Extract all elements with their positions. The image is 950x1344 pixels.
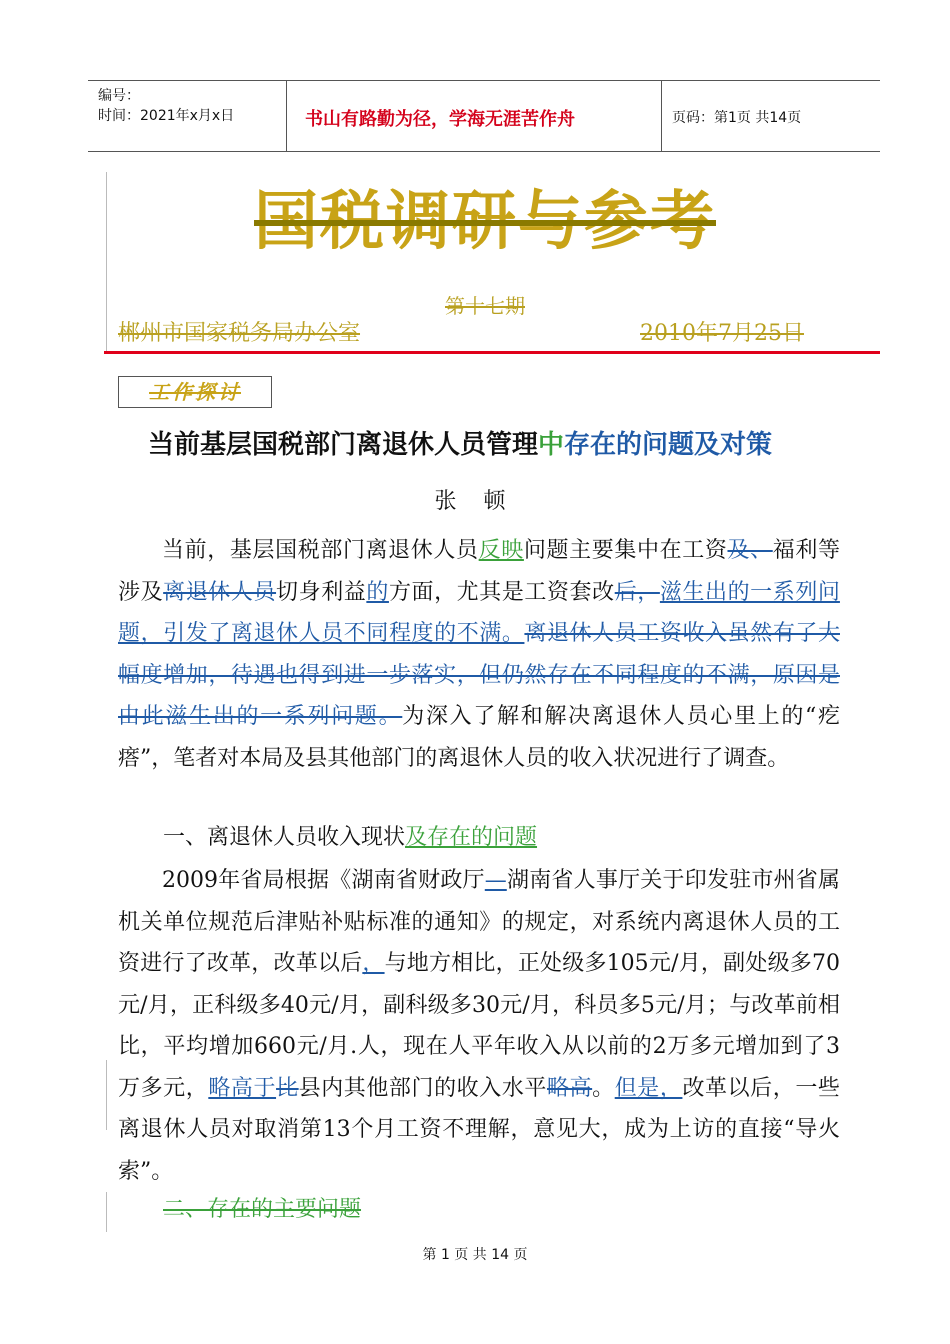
inserted-text: 及存在的问题	[405, 825, 538, 850]
section-tag: 工作探讨	[118, 376, 272, 408]
text: 为深入了解和解决离退休人员心里上的“疙瘩”，笔者对本局及县其他部门的离退休人员的收入状况进行了调查。	[118, 704, 840, 771]
inserted-text: ，	[362, 951, 385, 976]
margin-mark	[106, 172, 107, 352]
deleted-text: 离退休人员	[163, 579, 277, 605]
text: 切身利益	[276, 579, 367, 605]
text: 一、离退休人员收入现状	[163, 825, 406, 850]
inserted-text: 略高于	[208, 1075, 277, 1101]
title-part: 当前基层国税部门离退休人员管理	[148, 430, 539, 460]
section-heading-2	[163, 1192, 361, 1223]
deleted-text: 后，	[614, 579, 660, 605]
header-table	[88, 80, 880, 152]
header-meta-cell	[88, 81, 287, 151]
header-motto-cell	[287, 81, 662, 151]
text: 问题主要集中在工资	[523, 538, 728, 563]
text: 当前，基层国税部门离退休人员	[162, 538, 479, 563]
text: 2009年省局根据《湖南省财政厅	[162, 868, 485, 893]
inserted-text: —	[484, 868, 507, 893]
text: 县内其他部门的收入水平	[298, 1075, 547, 1101]
section-heading-1	[163, 820, 537, 851]
text: 方面，尤其是工资套改	[388, 579, 615, 605]
issue-date: 2010年7月25日	[640, 321, 804, 346]
text: 湖南省人事厅关于印发驻市州省属机关单位规范后津贴补贴标准的通知》的规定，对系统内离退休人员的工资进行了改革，改革以后	[118, 868, 840, 976]
title-part: 存在的问题及对策	[564, 430, 773, 460]
deleted-text: 离退休人员工资收入虽然有了大幅度增加，待遇也得到进一步落实，但仍然存在不同程度的不满，原因是由此滋生出的一系列问题。	[118, 621, 840, 729]
inserted-text: 但是，	[614, 1075, 683, 1101]
margin-mark	[106, 1192, 107, 1232]
motto: 书山有路勤为径，学海无涯苦作舟	[305, 109, 575, 130]
text: 。	[592, 1075, 615, 1101]
text: 改革以后，一些离退休人员对取消第13个月工资不理解，意见大，成为上访的直接“导火索”。	[118, 1075, 840, 1184]
inserted-text: 反映	[478, 538, 524, 563]
deleted-text: 比	[276, 1075, 299, 1101]
text: 二、存在的主要问题	[163, 1197, 362, 1222]
paragraph-income	[118, 860, 840, 1192]
red-rule	[104, 351, 880, 354]
margin-mark	[106, 1060, 107, 1130]
article-title	[148, 424, 772, 461]
deleted-text: 略高	[546, 1075, 593, 1101]
header-page-cell	[662, 81, 880, 151]
page-footer: 第 1 页 共 14 页	[422, 1247, 528, 1263]
department: 郴州市国家税务局办公室	[118, 321, 361, 346]
masthead-title: 国税调研与参考	[254, 185, 716, 259]
deleted-text: 及、	[727, 538, 773, 563]
time-label: 时间：2021年x月x日	[98, 108, 235, 124]
paragraph-intro	[118, 530, 840, 779]
text: 与地方相比，正处级多105元/月，副处级多70元/月，正科级多40元/月，副科级多30元/月，科员多5元/月；与改革前相比，平均增加660元/月.人，现在人平年收入从以前的2万多元增加到了3万多元，	[118, 951, 840, 1101]
number-label: 编号：	[98, 88, 140, 104]
issue-number: 第十七期	[445, 294, 525, 318]
title-inserted: 中	[538, 430, 565, 460]
author: 张 顿	[434, 489, 516, 514]
inserted-text: 滋生出的一系列问题，引发了离退休人员不同程度的不满。	[118, 579, 840, 646]
inserted-text: 的	[366, 579, 389, 605]
text: 福利等涉及	[118, 538, 840, 605]
page-info: 页码：第1页 共14页	[672, 110, 802, 126]
